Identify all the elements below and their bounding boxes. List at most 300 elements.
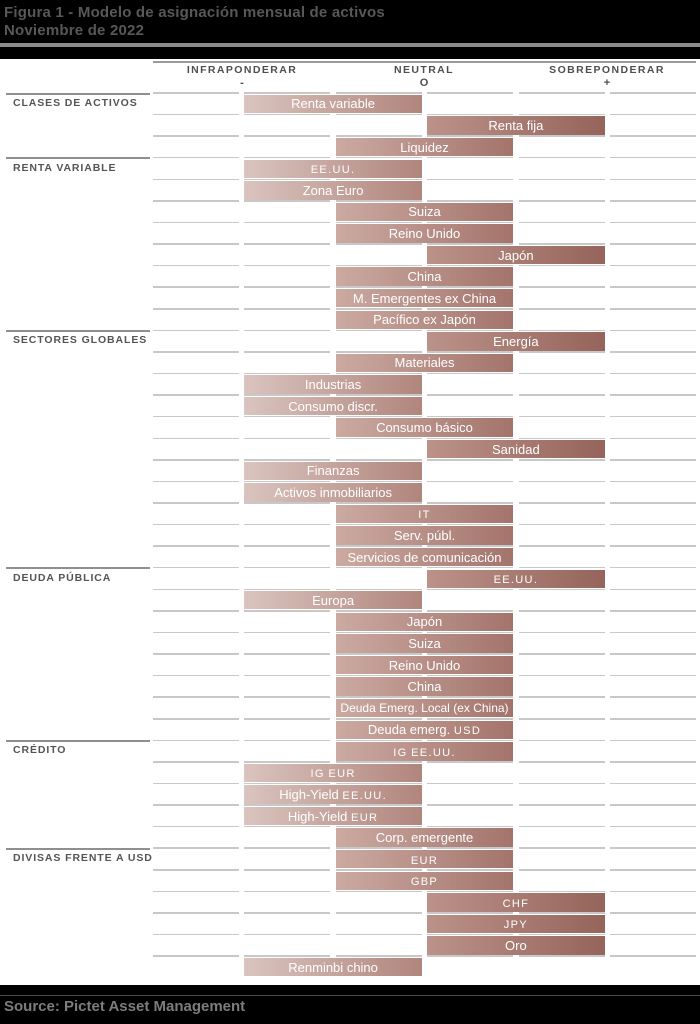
chart-row [0,266,700,288]
grid-line-segment [153,589,239,591]
column-tick-plus: + [603,77,611,89]
grid-line-segment [519,502,605,504]
grid-line-segment [427,696,513,698]
bar-label: CHF [502,897,530,910]
chart-row [0,697,700,719]
grid-line-segment [610,135,696,137]
grid-line-segment [519,308,605,310]
bar-label: Deuda Emerg. Local (ex China) [340,701,509,716]
bar-label: Reino Unido [388,225,461,241]
grid-line-segment [244,804,330,806]
bar-label: Oro [505,938,527,954]
grid-line-segment [153,955,239,957]
section-divider [6,330,150,332]
row-grid-line [153,222,696,224]
row-grid-line [153,934,696,936]
grid-line-segment [336,502,422,504]
chart-row [0,784,700,806]
grid-line-segment [336,438,422,440]
grid-line-segment [427,545,513,547]
grid-line-segment [244,200,330,202]
bar-label: Reino Unido [388,657,461,673]
grid-line-segment [427,675,513,677]
chart-row [0,891,700,913]
grid-line-segment [244,286,330,288]
grid-line-segment [519,265,605,267]
section-divider [6,157,150,159]
bar-label: Energía [493,333,539,349]
row-grid-line [153,243,696,245]
allocation-bar [244,95,421,113]
row-grid-line [153,653,696,655]
grid-line-segment [336,416,422,418]
allocation-bar [244,397,421,415]
grid-line-segment [336,567,422,569]
grid-line-segment [519,804,605,806]
allocation-bar [336,289,513,307]
grid-line-segment [153,761,239,763]
grid-line-segment [519,179,605,181]
grid-line-segment [336,308,422,310]
row-grid-line [153,740,696,742]
grid-line-segment [427,567,513,569]
section-label: DIVISAS FRENTE A USD [13,852,153,865]
grid-line-segment [336,394,422,396]
grid-line-segment [427,200,513,202]
chart-row [0,740,700,762]
footer-rule [0,995,700,996]
allocation-bar [244,160,421,178]
bar-label: EUR [410,854,439,867]
allocation-bar [336,203,513,221]
grid-line-segment [427,265,513,267]
grid-line-segment [610,114,696,116]
bar-label: Corp. emergente [375,830,474,846]
grid-line-segment [336,740,422,742]
grid-line-segment [336,92,422,94]
chart-row [0,632,700,654]
grid-line-segment [336,222,422,224]
grid-line-segment [610,891,696,893]
grid-line-segment [244,351,330,353]
allocation-bar [336,138,513,156]
bar-label: High-Yield EE.UU. [279,786,387,802]
grid-line-segment [427,653,513,655]
grid-line-segment [244,545,330,547]
bar-label: M. Emergentes ex China [352,290,497,306]
grid-line-segment [427,351,513,353]
grid-line-segment [336,179,422,181]
grid-line-segment [336,869,422,871]
grid-line-segment [610,308,696,310]
grid-line-segment [427,92,513,94]
row-grid-line [153,545,696,547]
grid-line-segment [153,222,239,224]
grid-line-segment [427,783,513,785]
bar-label: IT [418,509,431,522]
allocation-bar [427,915,604,933]
bar-label: Renta fija [488,118,544,134]
grid-line-segment [427,632,513,634]
grid-line-segment [244,589,330,591]
bar-label: Japón [498,247,534,263]
grid-line-segment [336,545,422,547]
row-grid-line [153,826,696,828]
chart-row [0,460,700,482]
grid-line-segment [244,135,330,137]
grid-line-segment [244,243,330,245]
bar-label: Materiales [394,355,455,371]
grid-line-segment [519,610,605,612]
grid-line-segment [336,804,422,806]
section-divider [6,567,150,569]
grid-line-segment [427,481,513,483]
grid-line-segment [610,222,696,224]
grid-line-segment [336,200,422,202]
grid-line-segment [427,955,513,957]
grid-line-segment [519,740,605,742]
grid-line-segment [336,481,422,483]
grid-line-segment [519,416,605,418]
grid-line-segment [336,761,422,763]
grid-line-segment [244,653,330,655]
grid-line-segment [153,286,239,288]
grid-line-segment [519,351,605,353]
grid-line-segment [336,243,422,245]
allocation-bar [336,505,513,523]
grid-line-segment [427,308,513,310]
grid-line-segment [610,200,696,202]
bar-label: Serv. públ. [393,528,456,544]
bar-label: Japón [406,614,443,630]
grid-line-segment [153,934,239,936]
grid-line-segment [244,891,330,893]
chart-row [0,827,700,849]
grid-line-segment [427,524,513,526]
grid-line-segment [244,157,330,159]
grid-line-segment [610,286,696,288]
row-grid-line [153,308,696,310]
grid-line-segment [153,179,239,181]
chart-row [0,546,700,568]
grid-line-segment [244,955,330,957]
row-grid-line [153,157,696,159]
grid-line-segment [153,330,239,332]
chart-row [0,395,700,417]
allocation-bar [244,958,421,976]
chart-row [0,158,700,180]
grid-line-segment [153,92,239,94]
chart-row [0,481,700,503]
grid-line-segment [610,373,696,375]
row-grid-line [153,524,696,526]
chart-row [0,589,700,611]
row-grid-line [153,955,696,957]
bar-label: Sanidad [492,441,540,457]
grid-line-segment [153,351,239,353]
allocation-bar [244,785,421,803]
grid-line-segment [610,351,696,353]
grid-line-segment [427,847,513,849]
section-label: CRÉDITO [13,744,67,757]
grid-line-segment [336,265,422,267]
grid-line-segment [610,761,696,763]
grid-line-segment [519,481,605,483]
grid-line-segment [427,330,513,332]
allocation-bar [336,828,513,846]
grid-line-segment [610,740,696,742]
row-grid-line [153,286,696,288]
bar-label: EE.UU. [310,164,356,177]
grid-line-segment [153,610,239,612]
chart-row [0,935,700,957]
grid-line-segment [244,632,330,634]
allocation-bar [427,246,604,264]
grid-line-segment [610,243,696,245]
row-grid-line [153,891,696,893]
grid-line-segment [153,804,239,806]
grid-line-segment [153,114,239,116]
grid-line-segment [244,330,330,332]
bar-label: IG EUR [310,768,356,781]
grid-line-segment [153,869,239,871]
figure-subtitle: Noviembre de 2022 [4,22,145,39]
grid-line-segment [336,459,422,461]
grid-line-segment [244,416,330,418]
section-label: SECTORES GLOBALES [13,334,148,347]
grid-line-segment [336,157,422,159]
grid-line-segment [519,438,605,440]
allocation-bar [244,181,421,199]
grid-line-segment [427,394,513,396]
row-grid-line [153,632,696,634]
chart-row [0,93,700,115]
chart-row [0,352,700,374]
grid-line-segment [153,524,239,526]
grid-line-segment [153,567,239,569]
grid-line-segment [610,502,696,504]
allocation-bar [336,613,513,631]
allocation-bar [336,548,513,566]
grid-line-segment [519,718,605,720]
grid-line-segment [427,157,513,159]
row-grid-line [153,200,696,202]
grid-line-segment [610,696,696,698]
bar-label: Suiza [408,635,441,651]
grid-line-segment [519,696,605,698]
section-label: RENTA VARIABLE [13,161,117,174]
grid-line-segment [519,286,605,288]
allocation-bar [336,677,513,695]
chart-row [0,503,700,525]
row-grid-line [153,179,696,181]
allocation-bar [427,570,604,588]
grid-line-segment [336,351,422,353]
allocation-bar [336,224,513,242]
grid-line-segment [519,373,605,375]
allocation-bar [244,375,421,393]
grid-line-segment [153,308,239,310]
grid-line-segment [336,696,422,698]
allocation-bar [244,591,421,609]
grid-line-segment [153,696,239,698]
chart-row [0,568,700,590]
row-grid-line [153,438,696,440]
grid-line-segment [153,847,239,849]
grid-line-segment [336,610,422,612]
allocation-bar [427,332,604,350]
grid-line-segment [244,481,330,483]
grid-line-segment [336,114,422,116]
allocation-rows [0,93,700,978]
section-divider [6,848,150,850]
grid-line-segment [427,459,513,461]
grid-line-segment [427,826,513,828]
chart-row [0,374,700,396]
row-grid-line [153,847,696,849]
grid-line-segment [519,524,605,526]
row-grid-line [153,135,696,137]
grid-line-segment [244,459,330,461]
grid-line-segment [244,179,330,181]
grid-line-segment [336,524,422,526]
grid-line-segment [153,200,239,202]
bar-label: Zona Euro [302,182,364,198]
grid-line-segment [153,912,239,914]
allocation-bar [336,742,513,760]
grid-line-segment [610,869,696,871]
grid-line-segment [610,416,696,418]
grid-line-segment [610,675,696,677]
grid-line-segment [336,373,422,375]
grid-line-segment [153,653,239,655]
grid-line-segment [153,265,239,267]
grid-line-segment [336,826,422,828]
bar-label: High-Yield EUR [287,808,379,824]
chart-row [0,913,700,935]
row-grid-line [153,373,696,375]
grid-line-segment [610,847,696,849]
grid-line-segment [519,92,605,94]
row-grid-line [153,114,696,116]
chart-row [0,201,700,223]
allocation-bar [244,807,421,825]
grid-line-segment [427,740,513,742]
grid-line-segment [610,438,696,440]
grid-line-segment [153,826,239,828]
allocation-bar [336,721,513,739]
grid-line-segment [153,740,239,742]
grid-line-segment [336,847,422,849]
chart-row [0,654,700,676]
grid-line-segment [610,934,696,936]
grid-line-segment [153,783,239,785]
header-rule [0,43,700,47]
grid-line-segment [244,934,330,936]
bar-label: Suiza [408,204,441,220]
chart-row [0,179,700,201]
grid-line-segment [153,481,239,483]
grid-line-segment [610,610,696,612]
row-grid-line [153,416,696,418]
grid-line-segment [336,135,422,137]
chart-row [0,287,700,309]
grid-line-segment [519,632,605,634]
grid-line-segment [336,718,422,720]
section-divider [6,740,150,742]
column-tick-neutral: O [419,77,429,89]
grid-line-segment [519,567,605,569]
row-grid-line [153,481,696,483]
grid-line-segment [610,459,696,461]
grid-line-segment [427,869,513,871]
grid-line-segment [519,545,605,547]
grid-line-segment [244,92,330,94]
allocation-bar [336,850,513,868]
allocation-bar [427,440,604,458]
bar-label: Finanzas [306,463,360,479]
column-header-neutral: NEUTRAL [394,64,454,76]
section-divider [6,93,150,95]
grid-line-segment [153,675,239,677]
grid-line-segment [336,891,422,893]
row-grid-line [153,459,696,461]
grid-line-segment [519,459,605,461]
row-grid-line [153,394,696,396]
section-label: CLASES DE ACTIVOS [13,97,138,109]
grid-line-segment [610,718,696,720]
grid-line-segment [610,157,696,159]
grid-line-segment [610,632,696,634]
allocation-bar [336,526,513,544]
grid-line-segment [427,373,513,375]
grid-line-segment [336,955,422,957]
grid-line-segment [610,179,696,181]
grid-line-segment [336,653,422,655]
grid-line-segment [336,912,422,914]
grid-line-segment [427,243,513,245]
row-grid-line [153,696,696,698]
chart-row [0,438,700,460]
bar-label: Activos inmobiliarios [274,484,392,500]
grid-line-segment [610,912,696,914]
grid-line-segment [427,179,513,181]
row-grid-line [153,502,696,504]
bar-label: Pacífico ex Japón [373,312,476,328]
grid-line-segment [244,567,330,569]
grid-line-segment [519,114,605,116]
bar-label: JPY [503,919,528,932]
grid-line-segment [244,740,330,742]
figure-header [0,0,700,59]
allocation-bar [244,462,421,480]
grid-line-segment [153,891,239,893]
row-grid-line [153,265,696,267]
row-grid-line [153,761,696,763]
grid-line-segment [244,114,330,116]
grid-line-segment [610,394,696,396]
allocation-bar [336,267,513,285]
chart-row [0,956,700,978]
grid-line-segment [519,826,605,828]
allocation-bar [336,634,513,652]
grid-line-segment [427,589,513,591]
grid-line-segment [153,135,239,137]
allocation-bar [336,872,513,890]
grid-line-segment [153,373,239,375]
allocation-bar [427,893,604,911]
grid-line-segment [427,135,513,137]
